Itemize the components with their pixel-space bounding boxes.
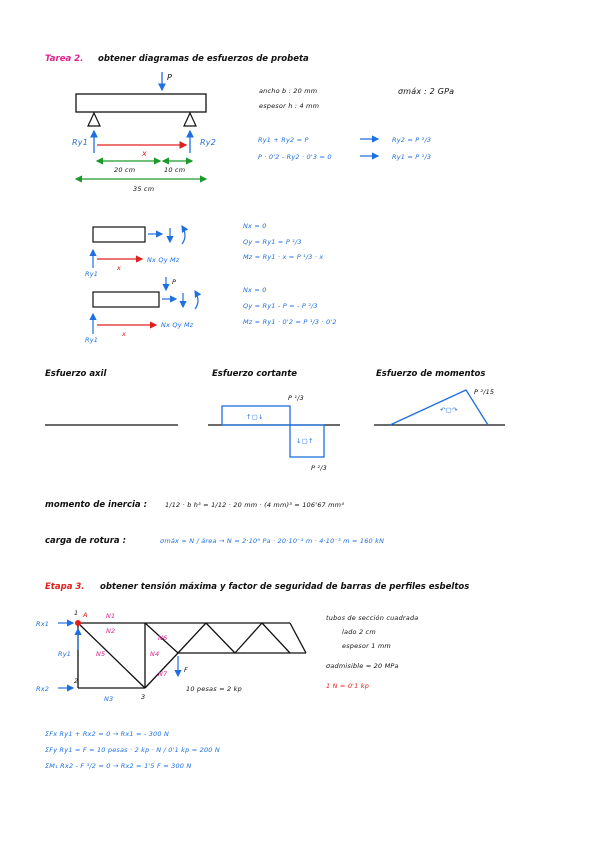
tube-title: tubos de sección cuadrada xyxy=(326,614,419,622)
cut1-N: Nx = 0 xyxy=(243,222,267,230)
node-A-label: A xyxy=(83,611,88,619)
cut2-N: Nx = 0 xyxy=(243,286,267,294)
eq2: P · 0'2 - Ry2 · 0'3 = 0 xyxy=(258,153,332,161)
cut1-forces: Nx Qy Mz xyxy=(147,256,180,264)
inertia-expr: 1/12 · b h³ = 1/12 · 20 mm · (4 mm)³ = 106'67 mm⁴ xyxy=(165,501,345,509)
res1: Ry2 = P ²/3 xyxy=(392,136,432,144)
shear-top-label: P ¹/3 xyxy=(288,394,304,402)
cut2-x-label: x xyxy=(122,330,127,338)
thickness-label: espesor h : 4 mm xyxy=(259,102,320,110)
cut1-x-label: x xyxy=(117,264,122,272)
shear-bottom-label: P ²/3 xyxy=(311,464,327,472)
inertia-label: momento de inercia : xyxy=(45,500,148,510)
eq-fx: ΣFx Ry1 + Rx2 = 0 → Rx1 = - 300 N xyxy=(45,730,170,738)
tube-thickness: espesor 1 mm xyxy=(342,642,391,650)
beam xyxy=(76,94,206,112)
dim-10-label: 10 cm xyxy=(164,166,186,174)
moment-peak-label: P ²/15 xyxy=(474,388,495,396)
member-N6: N6 xyxy=(158,634,168,642)
rx2-label: Rx2 xyxy=(36,685,50,693)
node-3-label: 3 xyxy=(141,693,146,701)
eq-fy: ΣFy Ry1 = F = 10 pesas · 2 kp · N / 0'1 kp = 200 N xyxy=(45,746,220,754)
cut1-segment xyxy=(93,227,145,242)
width-label: ancho b : 20 mm xyxy=(259,87,318,95)
load-label: P xyxy=(167,73,173,82)
moment-title: Esfuerzo de momentos xyxy=(376,369,486,379)
node-A-dot xyxy=(75,620,81,626)
unit-conversion: 1 N = 0'1 kp xyxy=(326,682,370,690)
cut2-forces: Nx Qy Mz xyxy=(161,321,194,329)
cut2-V: Qy = Ry1 - P = - P ²/3 xyxy=(243,302,318,310)
section2-title: obtener tensión máxima y factor de seguridad de barras de perfiles esbeltos xyxy=(100,582,470,592)
shear-sign-positive: ↑▢↓ xyxy=(246,413,264,421)
shear-title: Esfuerzo cortante xyxy=(212,369,298,379)
ry1-label: Ry1 xyxy=(58,650,72,658)
member-N2: N2 xyxy=(106,627,116,635)
member-N1: N1 xyxy=(106,612,116,620)
dim-x-label: x xyxy=(142,149,147,158)
support-left xyxy=(88,113,100,126)
section1-title: obtener diagramas de esfuerzos de probeta xyxy=(98,54,309,64)
rx1-label: Rx1 xyxy=(36,620,50,628)
cut2-M: Mz = Ry1 · 0'2 = P ¹/3 · 0'2 xyxy=(243,318,337,326)
member-N5: N5 xyxy=(96,650,106,658)
dim-20-label: 20 cm xyxy=(114,166,136,174)
member-N3: N3 xyxy=(104,695,114,703)
sigma-max: σmáx : 2 GPa xyxy=(398,87,455,96)
res2: Ry1 = P ¹/3 xyxy=(392,153,432,161)
eq-m: ΣM₁ Rx2 - F ³/2 = 0 → Rx2 = 1'5 F = 300 N xyxy=(45,762,192,770)
cut1-reaction-label: Ry1 xyxy=(85,270,99,278)
shear-sign-negative: ↓▢↑ xyxy=(296,437,314,445)
section1-tag: Tarea 2. xyxy=(45,54,84,64)
cut2-M-arrow xyxy=(195,291,198,309)
tube-side: lado 2 cm xyxy=(342,628,376,636)
cut2-segment xyxy=(93,292,159,307)
node-2-label: 2 xyxy=(74,677,79,685)
break-expr: σmáx = N / área → N = 2·10⁹ Pa · 20·10⁻³ m · 4·10⁻³ m = 160 kN xyxy=(160,537,385,545)
moment-sign: ↶▢↷ xyxy=(440,406,458,414)
node-1-label: 1 xyxy=(74,609,79,617)
eq1: Ry1 + Ry2 = P xyxy=(258,136,309,144)
member-N7: N7 xyxy=(158,670,168,678)
member-N4: N4 xyxy=(150,650,160,658)
sigma-admissible: σadmisible = 20 MPa xyxy=(326,662,399,670)
axial-title: Esfuerzo axil xyxy=(45,369,107,379)
break-label: carga de rotura : xyxy=(45,536,126,546)
cut1-M-arrow xyxy=(182,226,185,244)
reaction-right-label: Ry2 xyxy=(200,138,216,147)
section2-tag: Etapa 3. xyxy=(45,582,85,592)
reaction-left-label: Ry1 xyxy=(72,138,88,147)
force-F-label: F xyxy=(184,666,188,674)
weights-label: 10 pesas = 2 kp xyxy=(186,685,242,693)
cut2-reaction-label: Ry1 xyxy=(85,336,99,344)
dim-35-label: 35 cm xyxy=(133,185,155,193)
cut2-P-label: P xyxy=(172,278,177,286)
cut1-V: Qy = Ry1 = P ¹/3 xyxy=(243,238,302,246)
support-right xyxy=(184,113,196,126)
cut1-M: Mz = Ry1 · x = P ¹/3 · x xyxy=(243,253,324,261)
